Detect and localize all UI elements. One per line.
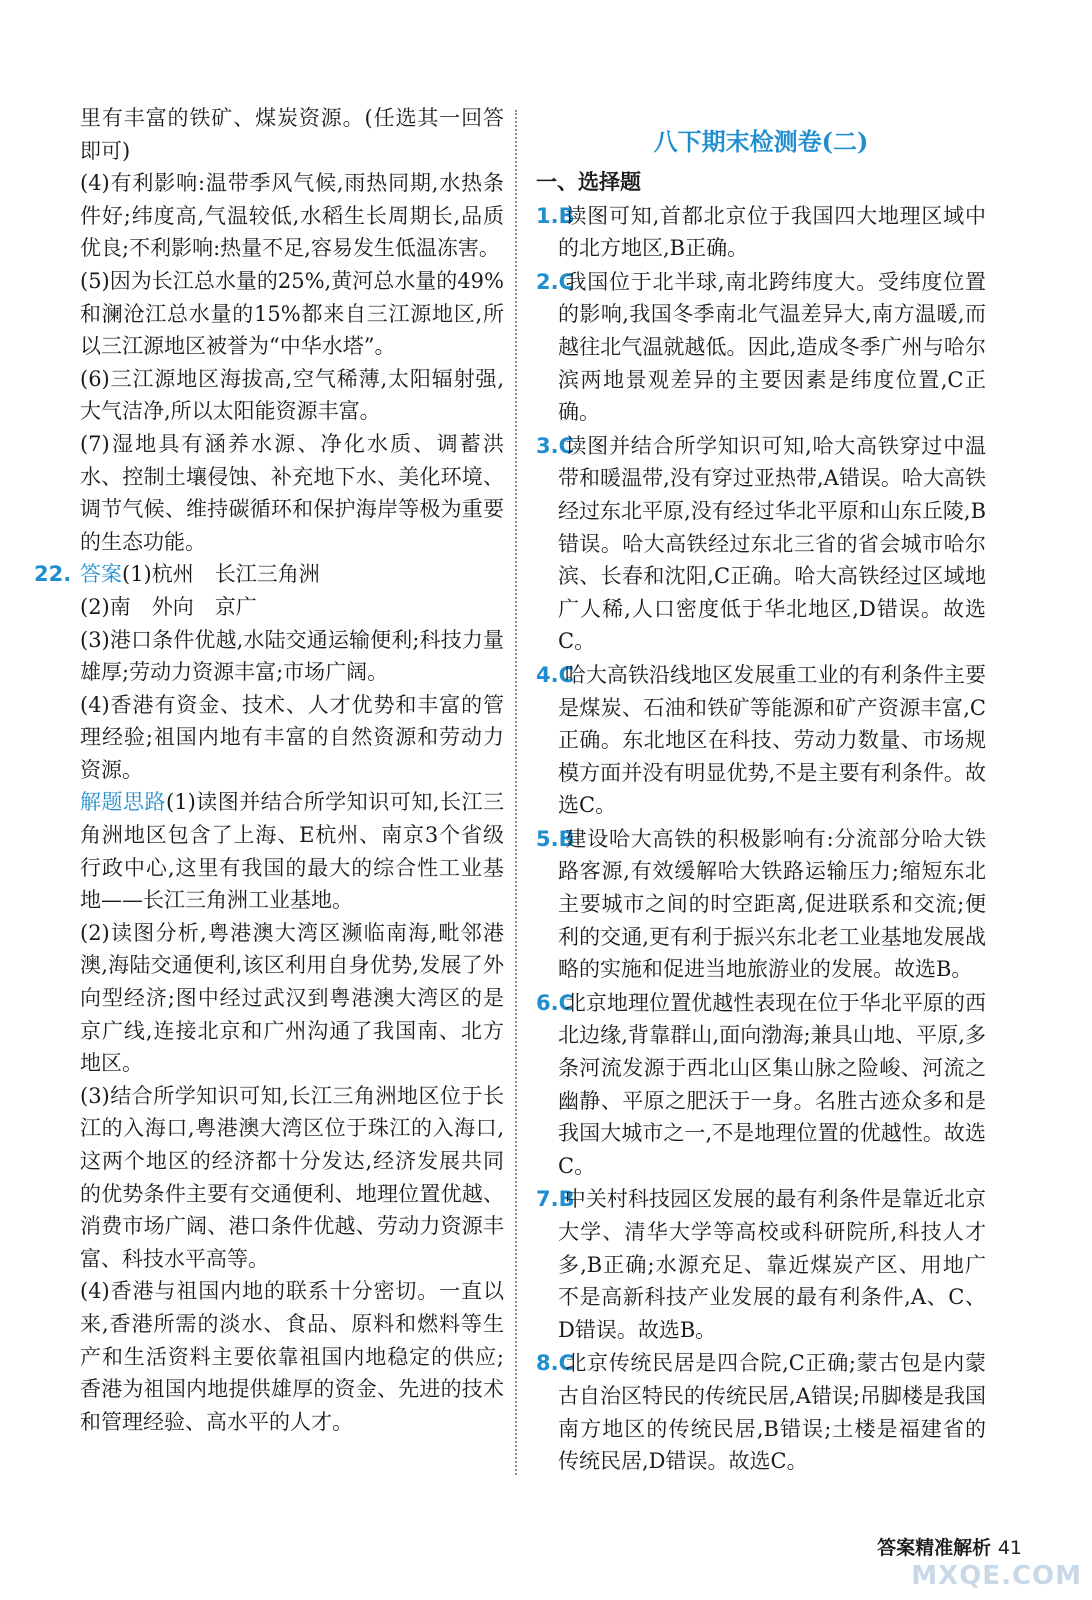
explanation: (4)香港与祖国内地的联系十分密切。一直以来,香港所需的淡水、食品、原料和燃料等生产和生活资料主要依靠祖国内地稳定的供应;香港为祖国内地提供雄厚的资金、先进的技术和管理经验、高水平的人才。 — [80, 1279, 504, 1434]
explanation — [80, 786, 504, 916]
answer-text: (1)杭州 长江三角洲 — [122, 562, 320, 587]
page-number: 41 — [997, 1537, 1022, 1559]
item-number: 7.B — [536, 1187, 575, 1212]
item-number: 6.C — [536, 990, 575, 1015]
list-item — [536, 823, 986, 986]
question-22 — [34, 558, 505, 1438]
paragraph: (6)三江源地区海拔高,空气稀薄,太阳辐射强,大气洁净,所以太阳能资源丰富。 — [80, 366, 504, 424]
footer-label: 答案精准解析 — [877, 1537, 992, 1559]
item-number: 2.C — [536, 269, 575, 294]
right-column — [536, 122, 986, 1479]
item-text: 读图可知,首都北京位于我国四大地理区域中的北方地区,B正确。 — [558, 203, 986, 261]
page-title: 八下期末检测卷(二) — [653, 127, 869, 156]
item-text: 中关村科技园区发展的最有利条件是靠近北京大学、清华大学等高校或科研院所,科技人才多,B正确;水源充足、靠近煤炭产区、用地广不是高新科技产业发展的最有利条件,A、C、D错误。故选B。 — [558, 1187, 986, 1342]
item-text: 哈大高铁沿线地区发展重工业的有利条件主要是煤炭、石油和铁矿等能源和矿产资源丰富,C正确。东北地区在科技、劳动力数量、市场规模方面并没有明显优势,不是主要有利条件。故选C。 — [558, 662, 986, 818]
list-item — [536, 1347, 986, 1477]
item-text: 北京传统民居是四合院,C正确;蒙古包是内蒙古自治区特民的传统民居,A错误;吊脚楼是我国南方地区的传统民居,B错误;土楼是福建省的传统民居,D错误。故选C。 — [558, 1351, 986, 1474]
paragraph: 里有丰富的铁矿、煤炭资源。(任选其一回答即可) — [80, 106, 504, 163]
answer-tag: 答案 — [80, 562, 122, 587]
item-text: 读图并结合所学知识可知,哈大高铁穿过中温带和暖温带,没有穿过亚热带,A错误。哈大高铁经过东北平原,没有经过华北平原和山东丘陵,B错误。哈大高铁经过东北三省的省会城市哈尔滨、长春和沈阳,C正确。哈大高铁经过区域地广人稀,人口密度低于华北地区,D错误。故选C。 — [558, 433, 986, 654]
list-item — [536, 659, 986, 822]
list-item — [536, 987, 986, 1183]
item-text: 我国位于北半球,南北跨纬度大。受纬度位置的影响,我国冬季南北气温差异大,南方温暖,而越往北气温就越低。因此,造成冬季广州与哈尔滨两地景观差异的主要因素是纬度位置,C正确。 — [558, 269, 986, 425]
answer-line: (4)香港有资金、技术、人才优势和丰富的管理经验;祖国内地有丰富的自然资源和劳动力资源。 — [80, 692, 504, 782]
list-item — [536, 430, 986, 658]
explanation: (3)结合所学知识可知,长江三角洲地区位于长江的入海口,粤港澳大湾区位于珠江的入海口,这两个地区的经济都十分发达,经济发展共同的优势条件主要有交通便利、地理位置优越、消费市场广阔、港口条件优越、劳动力资源丰富、科技水平高等。 — [80, 1083, 504, 1271]
explanation: (2)读图分析,粤港澳大湾区濒临南海,毗邻港澳,海陆交通便利,该区利用自身优势,发展了外向型经济;图中经过武汉到粤港澳大湾区的是京广线,连接北京和广州沟通了我国南、北方地区。 — [80, 920, 504, 1076]
answer-line — [34, 558, 504, 591]
item-text: 北京地理位置优越性表现在位于华北平原的西北边缘,背靠群山,面向渤海;兼具山地、平原,多条河流发源于西北山区集山脉之险峻、河流之幽静、平原之肥沃于一身。名胜古迹众多和是我国大城市之一,不是地理位置的优越性。故选C。 — [558, 990, 986, 1178]
item-number: 5.B — [536, 826, 575, 851]
item-number: 4.C — [536, 662, 575, 687]
list-item — [536, 1183, 986, 1346]
section-heading: 一、选择题 — [536, 169, 641, 194]
watermark: MXQE.COM — [911, 1561, 1082, 1591]
explanation-tag: 解题思路 — [80, 790, 167, 815]
paragraph: (5)因为长江总水量的25%,黄河总水量的49%和澜沧江总水量的15%都来自三江源地区,所以三江源地区被誉为“中华水塔”。 — [80, 268, 504, 359]
paragraph: (7)湿地具有涵养水源、净化水质、调蓄洪水、控制土壤侵蚀、补充地下水、美化环境、调节气候、维持碳循环和保护海岸等极为重要的生态功能。 — [80, 431, 504, 554]
answer-line: (3)港口条件优越,水陆交通运输便利;科技力量雄厚;劳动力资源丰富;市场广阔。 — [80, 627, 504, 685]
answer-line: (2)南 外向 京广 — [80, 594, 257, 619]
item-number: 1.B — [536, 203, 575, 228]
list-item — [536, 266, 986, 429]
list-item — [536, 200, 986, 265]
item-number: 8.C — [536, 1351, 575, 1376]
explanation-text: (1)读图并结合所学知识可知,长江三角洲地区包含了上海、E杭州、南京3个省级行政中心,这里有我国的最大的综合性工业基地——长江三角洲工业基地。 — [80, 790, 505, 913]
paragraph: (4)有利影响:温带季风气候,雨热同期,水热条件好;纬度高,气温较低,水稻生长周期长,品质优良;不利影响:热量不足,容易发生低温冻害。 — [80, 171, 504, 261]
item-text: 建设哈大高铁的积极影响有:分流部分哈大铁路客源,有效缓解哈大铁路运输压力;缩短东北主要城市之间的时空距离,促进联系和交流;便利的交通,更有利于振兴东北老工业基地发展战略的实施和促进当地旅游业的发展。故选B。 — [558, 826, 986, 982]
item-number: 3.C — [536, 433, 575, 458]
column-divider — [515, 110, 517, 1475]
question-number: 22. — [34, 562, 72, 587]
section-wrap — [536, 166, 986, 199]
left-column — [34, 102, 505, 1438]
